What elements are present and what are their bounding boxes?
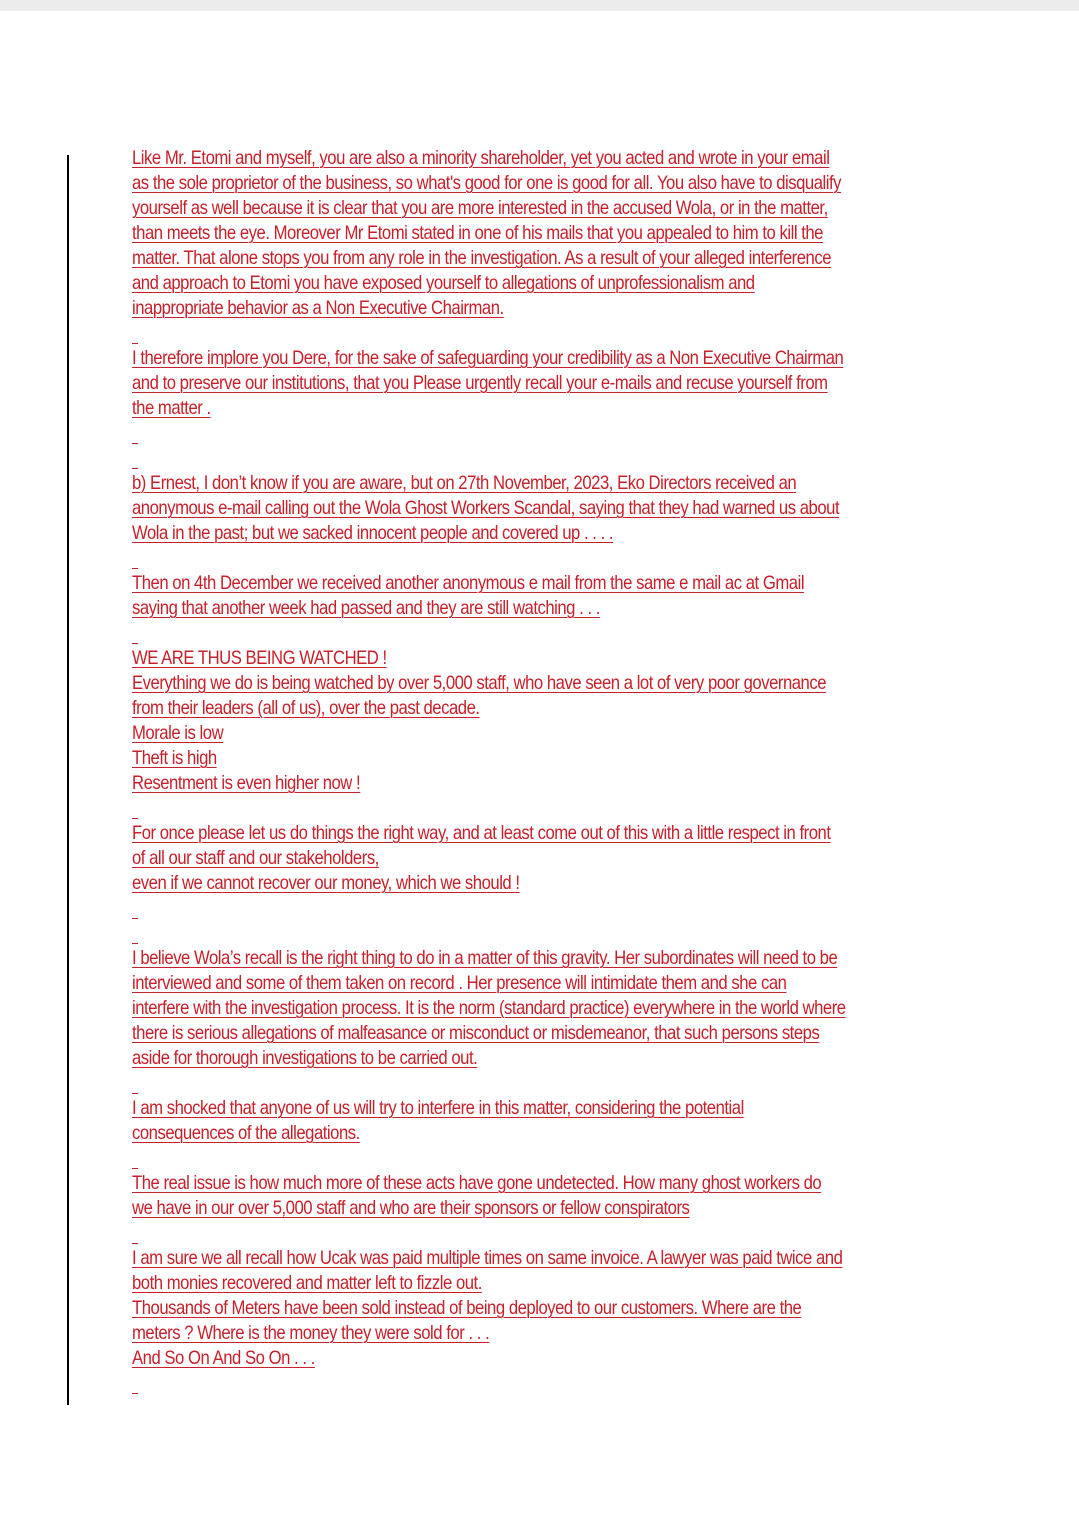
text-line: inappropriate behavior as a Non Executive Chairman. (132, 297, 504, 319)
text-line: saying that another week had passed and they are still watching . . . (132, 597, 600, 619)
paragraph-mark (132, 446, 962, 471)
paragraph-mark (132, 546, 962, 571)
text-line: consequences of the allegations. (132, 1122, 360, 1144)
paragraph-mark (132, 796, 962, 821)
text-line: Then on 4th December we received another anonymous e mail from the same e mail ac at Gmail (132, 572, 805, 594)
text-line: anonymous e-mail calling out the Wola Ghost Workers Scandal, saying that they had warned us about (132, 497, 840, 519)
text-line: as the sole proprietor of the business, so what's good for one is good for all. You also have to disqualify (132, 172, 842, 194)
text-line: Morale is low (132, 722, 224, 744)
text-line: there is serious allegations of malfeasance or misconduct or misdemeanor, that such persons steps (132, 1022, 820, 1044)
text-line: I therefore implore you Dere, for the sake of safeguarding your credibility as a Non Executive Chairman (132, 347, 844, 369)
paragraph-mark (132, 921, 962, 946)
text-line: of all our staff and our stakeholders, (132, 847, 379, 869)
text-line: The real issue is how much more of these acts have gone undetected. How many ghost workers do (132, 1172, 822, 1194)
text-line: from their leaders (all of us), over the past decade. (132, 697, 480, 719)
text-line: And So On And So On . . . (132, 1347, 315, 1369)
text-line: Like Mr. Etomi and myself, you are also a minority shareholder, yet you acted and wrote in your email (132, 147, 830, 169)
text-line: b) Ernest, I don’t know if you are aware, but on 27th November, 2023, Eko Directors received an (132, 472, 797, 494)
text-line: than meets the eye. Moreover Mr Etomi stated in one of his mails that you appealed to him to kill the (132, 222, 823, 244)
text-line: we have in our over 5,000 staff and who are their sponsors or fellow conspirators (132, 1197, 690, 1219)
paragraph-mark (132, 1146, 962, 1171)
text-line: and to preserve our institutions, that you Please urgently recall your e-mails and recuse yourself from (132, 372, 828, 394)
text-line: Resentment is even higher now ! (132, 772, 361, 794)
text-line: meters ? Where is the money they were sold for . . . (132, 1322, 490, 1344)
text-line: I believe Wola’s recall is the right thing to do in a matter of this gravity. Her subordinates will need to be (132, 947, 838, 969)
paragraph-mark (132, 621, 962, 646)
text-line: I am shocked that anyone of us will try to interfere in this matter, considering the potential (132, 1097, 744, 1119)
text-line: Thousands of Meters have been sold instead of being deployed to our customers. Where are the (132, 1297, 802, 1319)
text-line: For once please let us do things the right way, and at least come out of this with a little respect in front (132, 822, 831, 844)
revision-change-bar (67, 155, 69, 1405)
paragraph-mark (132, 321, 962, 346)
paragraph-mark (132, 896, 962, 921)
document-body (132, 146, 962, 1396)
paragraph-mark (132, 421, 962, 446)
text-line: Everything we do is being watched by over 5,000 staff, who have seen a lot of very poor governance (132, 672, 827, 694)
text-line: both monies recovered and matter left to fizzle out. (132, 1272, 482, 1294)
text-line: aside for thorough investigations to be carried out. (132, 1047, 478, 1069)
text-line: and approach to Etomi you have exposed yourself to allegations of unprofessionalism and (132, 272, 755, 294)
text-line: matter. That alone stops you from any role in the investigation. As a result of your alleged interference (132, 247, 832, 269)
text-line: even if we cannot recover our money, which we should ! (132, 872, 520, 894)
paragraph-mark (132, 1071, 962, 1096)
text-line: interfere with the investigation process. It is the norm (standard practice) everywhere in the world where (132, 997, 846, 1019)
text-line: yourself as well because it is clear that you are more interested in the accused Wola, or in the matter, (132, 197, 828, 219)
paragraph-mark (132, 1371, 962, 1396)
text-line: WE ARE THUS BEING WATCHED ! (132, 647, 387, 669)
text-line: Wola in the past; but we sacked innocent people and covered up . . . . (132, 522, 614, 544)
text-line: I am sure we all recall how Ucak was paid multiple times on same invoice. A lawyer was paid twice and (132, 1247, 843, 1269)
paragraph-mark (132, 1221, 962, 1246)
viewer-top-bar (0, 0, 1079, 11)
text-line: the matter . (132, 397, 211, 419)
text-line: interviewed and some of them taken on record . Her presence will intimidate them and she can (132, 972, 787, 994)
text-line: Theft is high (132, 747, 217, 769)
